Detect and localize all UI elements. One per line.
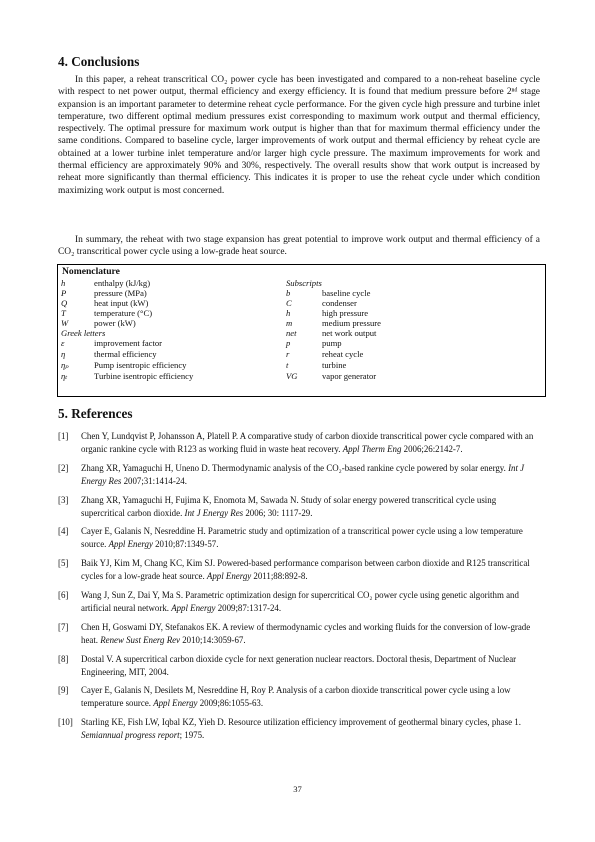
reference-item: [58, 653, 540, 679]
nomenclature-definition: heat input (kW): [94, 298, 149, 308]
subscript-symbol: C: [286, 298, 292, 308]
reference-tail: 2007;31:1414-24.: [121, 475, 187, 486]
nomenclature-symbol: h: [61, 278, 66, 288]
nomenclature-definition: thermal efficiency: [94, 349, 157, 359]
reference-number: [10]: [58, 717, 73, 728]
reference-number: [8]: [58, 653, 69, 664]
page-number: 37: [293, 784, 302, 794]
reference-list: [58, 430, 540, 748]
reference-item: [58, 557, 540, 583]
nomenclature-definition: Turbine isentropic efficiency: [94, 371, 194, 381]
reference-tail: 2009;86:1055-63.: [197, 698, 264, 709]
nomenclature-definition: enthalpy (kJ/kg): [94, 278, 151, 288]
subscripts-label: Subscripts: [286, 278, 322, 288]
reference-item: [58, 525, 540, 551]
reference-number: [7]: [58, 621, 69, 632]
conclusions-heading: 4. Conclusions: [58, 54, 140, 69]
nomenclature-symbol: ηₚ: [61, 360, 69, 370]
nomenclature-definition: improvement factor: [94, 338, 163, 348]
nomenclature-symbol: W: [61, 318, 69, 328]
nomenclature-symbol: ε: [61, 338, 65, 348]
subscript-symbol: t: [286, 360, 289, 370]
reference-tail: 2009;87:1317-24.: [215, 602, 282, 613]
subscript-symbol: h: [286, 308, 291, 318]
reference-item: [58, 716, 540, 742]
subscript-symbol: VG: [286, 371, 298, 381]
reference-tail: 2006; 30: 1117-29.: [243, 507, 313, 518]
nomenclature-title: Nomenclature: [62, 266, 120, 277]
subscript-definition: turbine: [322, 360, 347, 370]
nomenclature-definition: Pump isentropic efficiency: [94, 360, 187, 370]
reference-text: Dostal V. A supercritical carbon dioxide cycle for next generation nuclear reactors. Doctoral thesis, Department of Nuclear Engineering, MIT, 2004.: [81, 653, 517, 677]
subscript-definition: condenser: [322, 298, 357, 308]
subscript-symbol: net: [286, 328, 297, 338]
reference-number: [3]: [58, 494, 69, 505]
references-heading: 5. References: [58, 406, 133, 421]
reference-journal: Appl Energy: [171, 602, 216, 613]
subscript-definition: high pressure: [322, 308, 369, 318]
reference-item: [58, 494, 540, 520]
reference-text: Baik YJ, Kim M, Chang KC, Kim SJ. Powered-based performance comparison between carbon dioxide and R125 transcritical cycles for a low-grade heat source.: [81, 558, 530, 582]
reference-item: [58, 684, 540, 710]
reference-item: [58, 462, 540, 488]
subscript-symbol: b: [286, 288, 291, 298]
subscript-definition: net work output: [322, 328, 377, 338]
reference-text: Chen Y, Lundqvist P, Johansson A, Platell P. A comparative study of carbon dioxide transcritical power cycle compared with an organic rankine cycle with R123 as working fluid in waste heat recovery.: [81, 431, 534, 454]
nomenclature-symbol: Q: [61, 298, 68, 308]
reference-tail: 2010;87:1349-57.: [152, 539, 219, 550]
reference-tail: 2011;88:892-8.: [251, 571, 308, 582]
reference-journal: Renew Sust Energ Rev: [100, 634, 181, 645]
reference-text: Zhang XR, Yamaguchi H, Uneno D. Thermodynamic analysis of the CO₂-based rankine cycle powered by solar energy.: [81, 462, 509, 473]
reference-text: Cayer E, Galanis N, Desilets M, Nesreddine H, Roy P. Analysis of a carbon dioxide transcritical power cycle using a low temperature source.: [81, 685, 511, 709]
reference-item: [58, 589, 540, 615]
subscript-definition: pump: [322, 338, 342, 348]
subscript-symbol: r: [286, 349, 290, 359]
subscript-definition: vapor generator: [322, 371, 377, 381]
reference-tail: ; 1975.: [179, 730, 205, 741]
reference-text: Cayer E, Galanis N, Nesreddine H. Parametric study and optimization of a transcritical power cycle using a low temperature source.: [81, 526, 523, 550]
reference-item: [58, 621, 540, 647]
reference-number: [6]: [58, 589, 69, 600]
reference-number: [5]: [58, 558, 69, 569]
nomenclature-definition: power (kW): [94, 318, 136, 328]
subscript-definition: medium pressure: [322, 318, 381, 328]
subscript-symbol: p: [286, 338, 291, 348]
conclusions-paragraph-2: In summary, the reheat with two stage expansion has great potential to improve work output and thermal efficiency of a CO₂ transcritical power cycle using a low-grade heat source.: [58, 235, 540, 258]
subscript-definition: reheat cycle: [322, 349, 364, 359]
conclusions-paragraph-1: In this paper, a reheat transcritical CO₂ power cycle has been investigated and compared to a non-reheat baseline cycle with respect to net power output, thermal efficiency and exergy efficiency. It is found that medium pressure before 2ⁿᵈ stage expansion is an important parameter to determine reheat cycle performance. For the given cycle high pressure and turbine inlet temperature, two different optimal medium pressures exist corresponding to maximum work output and thermal efficiency, respectively. The optimal pressure for maximum work output is higher than that for maximum thermal efficiency under the same conditions. Compared to baseline cycle, larger improvements of work output and thermal efficiency by reheat cycle are obtained at a lower turbine inlet temperature and/or larger high cycle pressure. The maximum improvements for work and thermal efficiency are approximately 90% and 30%, respectively. The overall results show that work output is increased by reheat more significantly than thermal efficiency. This indicates it is proper to use the reheat cycle under which condition maximizing work output is most concerned.: [58, 75, 540, 196]
reference-number: [2]: [58, 462, 69, 473]
reference-text: Zhang XR, Yamaguchi H, Fujima K, Enomota M, Sawada N. Study of solar energy powered transcritical cycle using supercritical carbon dioxide.: [81, 494, 497, 518]
reference-text: Wang J, Sun Z, Dai Y, Ma S. Parametric optimization design for supercritical CO₂ power cycle using genetic algorithm and artificial neural network.: [81, 589, 519, 613]
reference-journal: Appl Energy: [153, 698, 198, 709]
nomenclature-definition: pressure (MPa): [94, 288, 147, 298]
nomenclature-box: [57, 264, 546, 397]
nomenclature-symbol: T: [61, 308, 66, 318]
nomenclature-definition: temperature (°C): [94, 308, 153, 318]
subscript-symbol: m: [286, 318, 293, 328]
reference-number: [9]: [58, 685, 69, 696]
reference-tail: 2006;26:2142-7.: [401, 444, 463, 454]
reference-journal: Int J Energy Res: [81, 462, 525, 486]
reference-item: [58, 430, 540, 456]
subscript-definition: baseline cycle: [322, 288, 371, 298]
nomenclature-symbol: P: [61, 288, 67, 298]
nomenclature-symbol: η: [61, 349, 66, 359]
reference-journal: Int J Energy Res: [184, 507, 244, 518]
reference-tail: 2010;14:3059-67.: [180, 634, 246, 645]
reference-journal: Appl Energy: [108, 539, 153, 550]
reference-text: Chen H, Goswami DY, Stefanakos EK. A review of thermodynamic cycles and working fluids for the conversion of low-grade heat.: [81, 621, 531, 645]
reference-journal: Appl Energy: [206, 571, 252, 582]
reference-journal: Semiannual progress report: [81, 730, 180, 741]
reference-text: Starling KE, Fish LW, Iqbal KZ, Yieh D. Resource utilization efficiency improvement of geothermal binary cycles, phase 1.: [81, 717, 521, 728]
reference-number: [1]: [58, 431, 69, 441]
greek-letters-label: Greek letters: [61, 328, 106, 338]
reference-journal: Appl Therm Eng: [342, 444, 402, 454]
reference-number: [4]: [58, 526, 69, 537]
nomenclature-symbol: ηₜ: [61, 371, 68, 381]
